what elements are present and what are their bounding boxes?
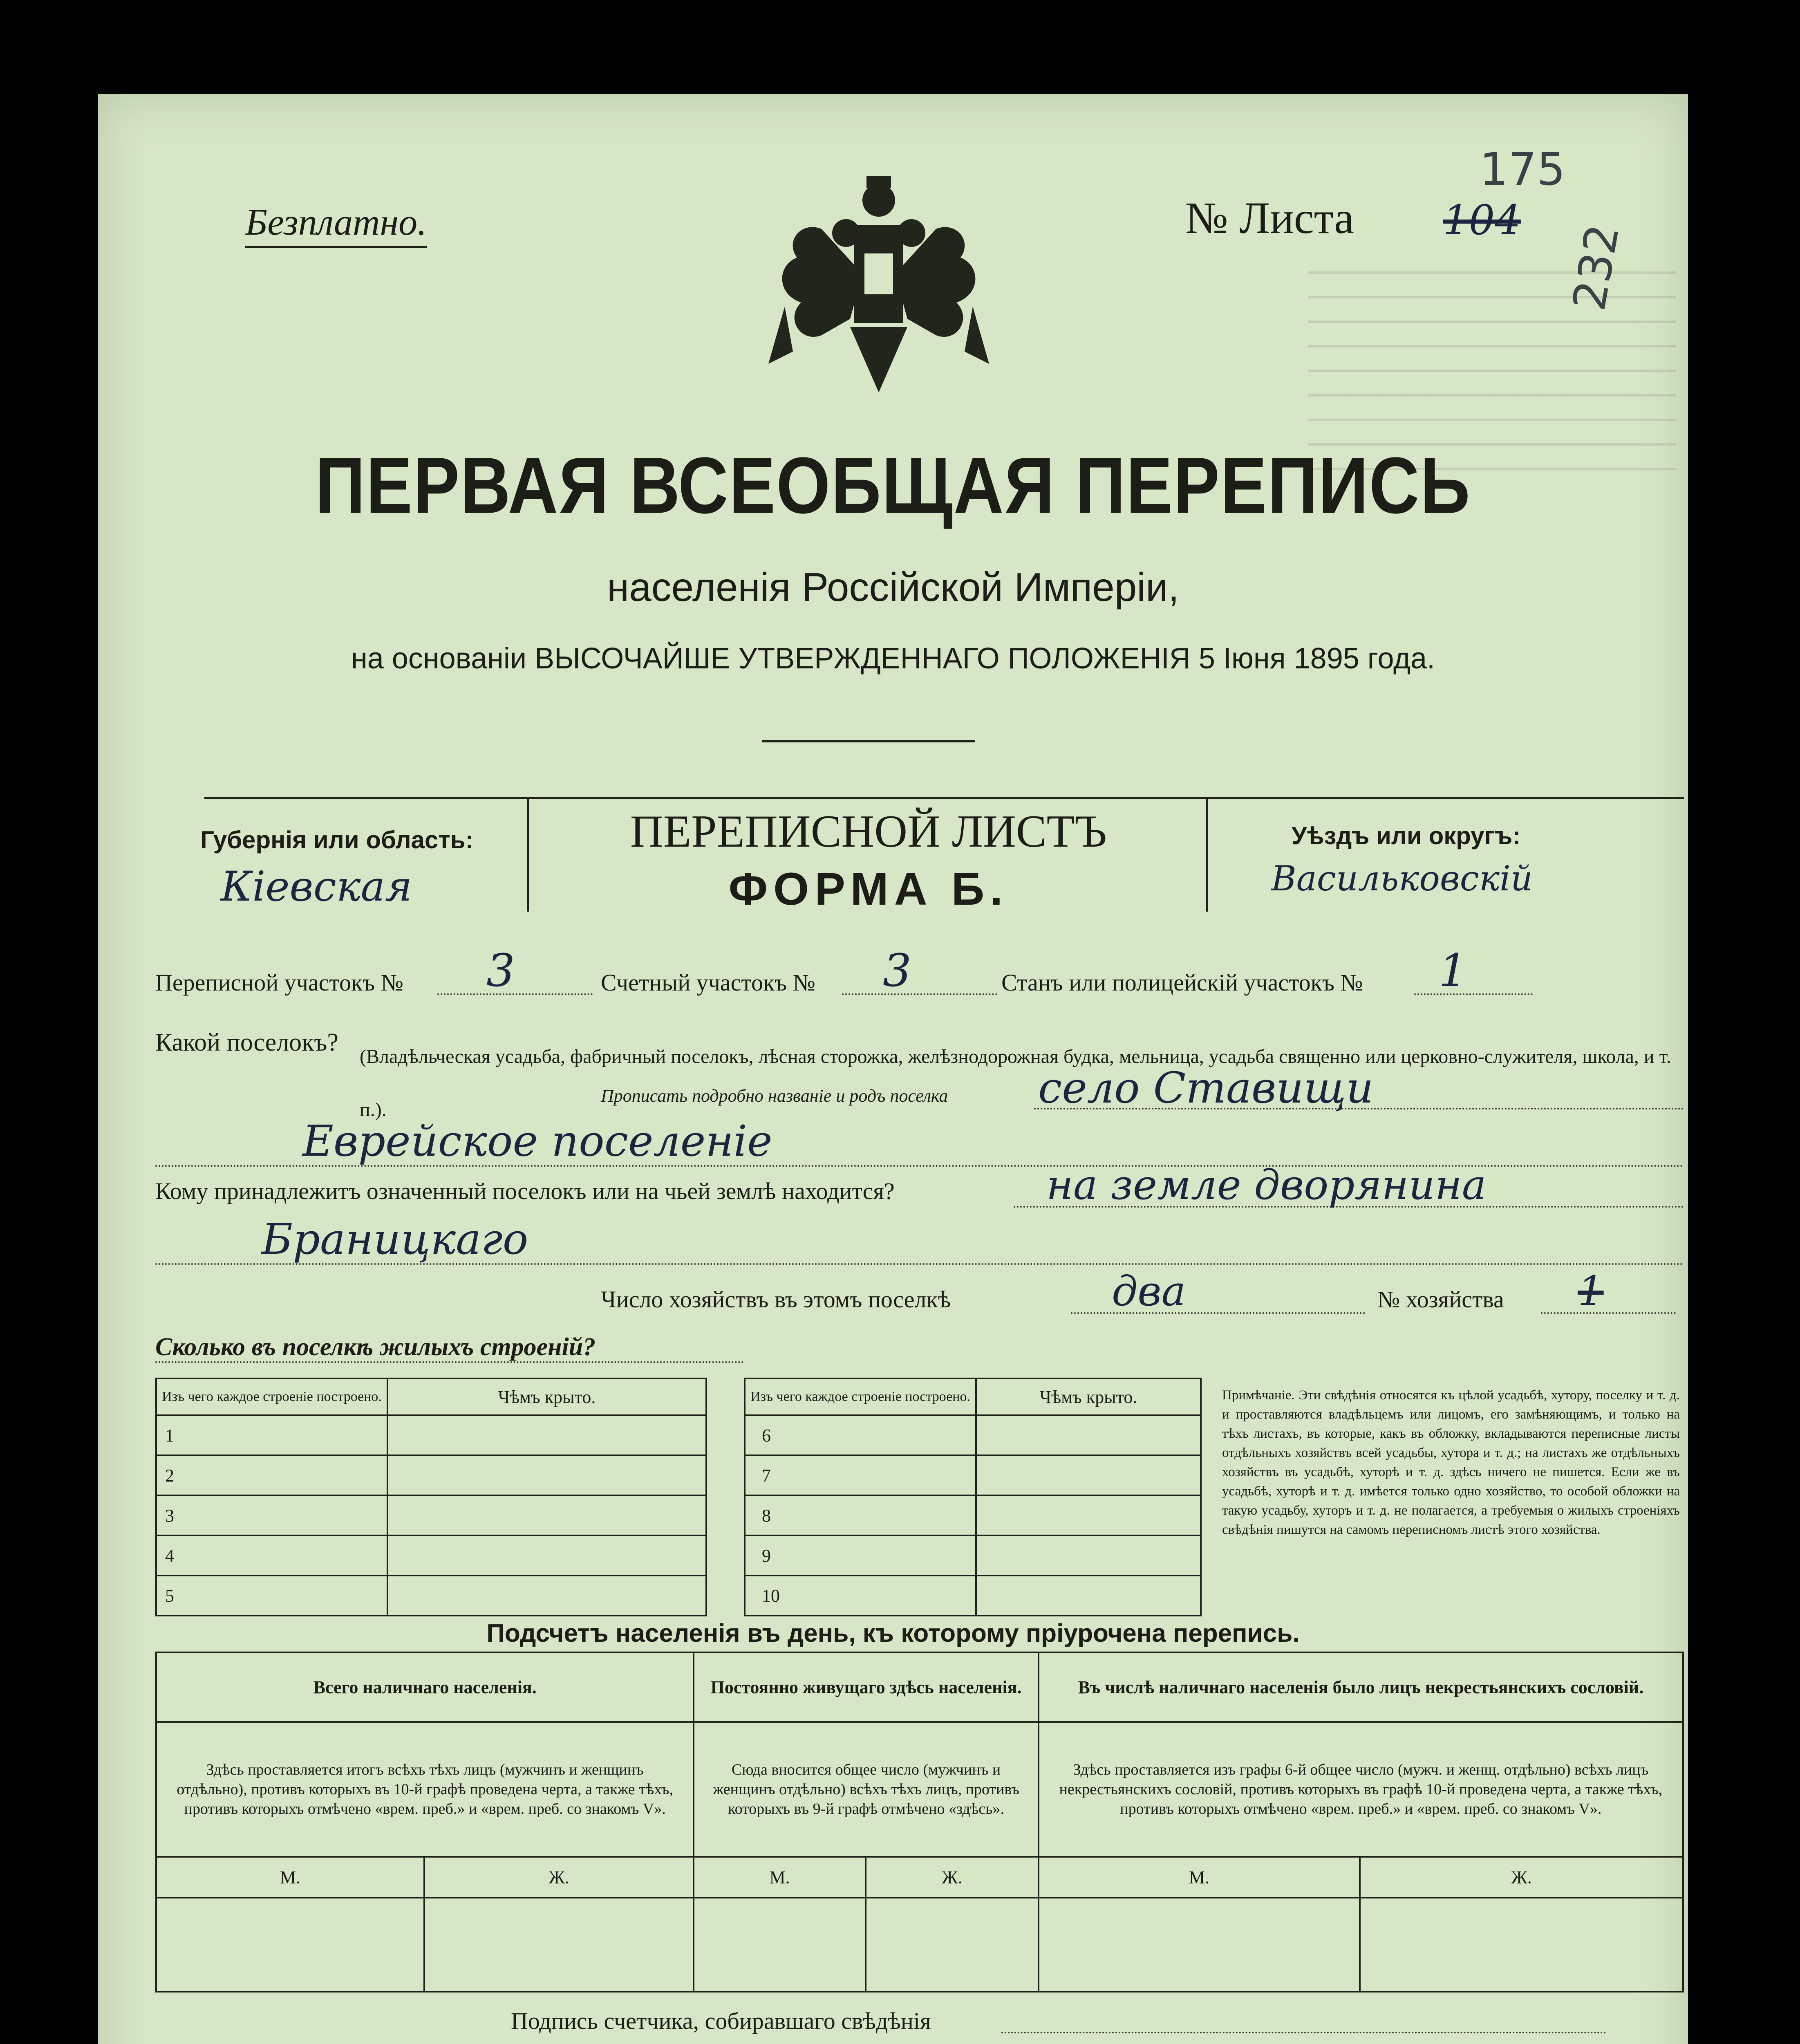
census-district-label: Переписной участокъ №: [155, 969, 404, 996]
building-row-number: 8: [745, 1495, 976, 1535]
building-row-number: 2: [156, 1455, 387, 1495]
non-peasant-instructions: Здѣсь проставляется изъ графы 6-й общее число (мужч. и женщ. отдѣльно) всѣхъ лицъ некрестьянскихъ сословій, противъ которыхъ въ графѣ 10-й проведена черта, а также тѣхъ, противъ которыхъ отмѣчено «врем. преб.» и «врем. преб. со знакомъ V».: [1039, 1722, 1683, 1857]
signature-label: Подпись счетчика, собиравшаго свѣдѣнія: [511, 2008, 931, 2034]
households-label: Число хозяйствъ въ этомъ поселкѣ: [601, 1286, 951, 1313]
total-population-header: Всего наличнаго населенія.: [156, 1652, 694, 1722]
uezd-value: Васильковскій: [1271, 858, 1533, 899]
counting-district-value: 3: [883, 944, 911, 997]
household-no-value: 1: [1578, 1267, 1604, 1315]
settlement-label: Какой поселокъ?: [155, 1029, 338, 1056]
settlement-value-1: село Ставищи: [1038, 1063, 1374, 1113]
owner-value-1: на земле дворянина: [1046, 1161, 1487, 1209]
guberniya-value: Кіевская: [221, 863, 412, 910]
permanent-male-cell[interactable]: [694, 1898, 866, 1992]
households-value: два: [1112, 1267, 1186, 1315]
permanent-population-instructions: Сюда вносится общее число (мужчинъ и женщинъ отдѣльно) всѣхъ тѣхъ лицъ, противъ которыхъ въ 9-й графѣ отмѣчено «здѣсь».: [694, 1722, 1038, 1857]
form-header-right-divider: [1206, 797, 1208, 912]
building-row-number: 3: [156, 1495, 387, 1535]
census-subtitle: населенія Россійской Имперіи,: [607, 565, 1179, 610]
building-row-number: 1: [156, 1415, 387, 1455]
sheet-number-value: 104: [1443, 196, 1521, 244]
buildings-note: Примѣчаніе. Эти свѣдѣнія относятся къ цѣлой усадьбѣ, хутору, поселку и т. д. и проставляются владѣльцемъ или лицомъ, его замѣняющимъ, и только на тѣхъ листахъ, въ которые, какъ въ обложку, вкладываются переписные листы отдѣльныхъ хозяйствъ всей усадьбы, хутора и т. д.; на листахъ же отдѣльныхъ хозяйствъ въ усадьбѣ, хуторѣ и т. д. здѣсь ничего не пишется. Если же въ усадьбѣ, хуторѣ и т. д. имѣется только одно хозяйство, то особой обложки на такую усадьбу, хуторъ и т. д. не полагается, а требуемыя о жилыхъ строеніяхъ свѣдѣнія пишутся на самомъ переписномъ листѣ этого хозяйства.: [1222, 1388, 1680, 1537]
free-label: Безплатно.: [245, 200, 427, 248]
building-roof-cell[interactable]: [976, 1576, 1201, 1616]
female-header: Ж.: [866, 1857, 1039, 1898]
col-roof-header: Чѣмъ крыто.: [976, 1378, 1201, 1415]
col-roof-header: Чѣмъ крыто.: [387, 1378, 706, 1415]
population-table: [155, 1652, 1684, 1992]
building-roof-cell[interactable]: [976, 1495, 1201, 1535]
non-peasant-header: Въ числѣ наличнаго населенія было лицъ некрестьянскихъ сословій.: [1039, 1652, 1683, 1722]
female-header: Ж.: [424, 1857, 694, 1898]
archive-number-side: 232: [1563, 220, 1630, 314]
total-population-instructions: Здѣсь проставляется итогъ всѣхъ тѣхъ лицъ (мужчинъ и женщинъ отдѣльно), противъ которыхъ въ 10-й графѣ проведена черта, а также тѣхъ, противъ которыхъ отмѣчено «врем. преб.» и «врем. преб. со знакомъ V».: [156, 1722, 694, 1857]
counting-district-label: Счетный участокъ №: [601, 969, 815, 996]
form-header-left-divider: [527, 797, 529, 912]
building-row-number: 4: [156, 1535, 387, 1576]
building-roof-cell[interactable]: [387, 1576, 706, 1616]
census-district-value: 3: [486, 944, 515, 997]
building-roof-cell[interactable]: [976, 1415, 1201, 1455]
total-female-cell[interactable]: [424, 1898, 694, 1992]
signature-line: [1001, 2032, 1606, 2033]
sheet-number-label: № Листа: [1185, 193, 1354, 243]
stan-label: Станъ или полицейскій участокъ №: [1001, 969, 1363, 996]
settlement-hint: (Владѣльческая усадьба, фабричный поселокъ, лѣсная сторожка, желѣзнодорожная будка, мельница, усадьба священно или церковно-служителя, школа, и т. п.).: [360, 1046, 1671, 1121]
double-headed-eagle-icon: [760, 172, 997, 401]
owner-value-2: Браницкаго: [262, 1214, 528, 1264]
owner-label: Кому принадлежитъ означенный поселокъ или на чьей землѣ находится?: [155, 1178, 895, 1204]
form-name: ФОРМА Б.: [728, 863, 1009, 914]
total-male-cell[interactable]: [156, 1898, 424, 1992]
buildings-label: Сколько въ поселкѣ жилыхъ строеній?: [155, 1333, 596, 1361]
buildings-table-right: [744, 1378, 1202, 1616]
building-roof-cell[interactable]: [387, 1495, 706, 1535]
male-header: М.: [156, 1857, 424, 1898]
building-row-number: 9: [745, 1535, 976, 1576]
census-sheet: [98, 94, 1688, 2044]
female-header: Ж.: [1360, 1857, 1683, 1898]
settlement-value-2: Еврейское поселеніе: [302, 1116, 772, 1166]
building-roof-cell[interactable]: [387, 1455, 706, 1495]
building-roof-cell[interactable]: [387, 1535, 706, 1576]
census-basis: на основаніи ВЫСОЧАЙШЕ УТВЕРЖДЕННАГО ПОЛОЖЕНІЯ 5 Іюня 1895 года.: [351, 642, 1435, 675]
building-row-number: 6: [745, 1415, 976, 1455]
permanent-population-header: Постоянно живущаго здѣсь населенія.: [694, 1652, 1038, 1722]
census-district-line: [437, 993, 593, 995]
building-row-number: 5: [156, 1576, 387, 1616]
buildings-line: [155, 1361, 744, 1363]
household-no-label: № хозяйства: [1377, 1286, 1504, 1313]
col-material-header: Изъ чего каждое строеніе построено.: [745, 1378, 976, 1415]
col-material-header: Изъ чего каждое строеніе построено.: [156, 1378, 387, 1415]
building-roof-cell[interactable]: [976, 1455, 1201, 1495]
non-peasant-female-cell[interactable]: [1360, 1898, 1683, 1992]
stan-value: 1: [1439, 944, 1467, 997]
building-row-number: 10: [745, 1576, 976, 1616]
population-heading: Подсчетъ населенія въ день, къ которому пріурочена перепись.: [486, 1619, 1300, 1647]
male-header: М.: [694, 1857, 866, 1898]
building-roof-cell[interactable]: [387, 1415, 706, 1455]
building-roof-cell[interactable]: [976, 1535, 1201, 1576]
non-peasant-male-cell[interactable]: [1039, 1898, 1360, 1992]
title-divider: [762, 740, 975, 742]
permanent-female-cell[interactable]: [866, 1898, 1039, 1992]
counting-district-line: [842, 993, 997, 995]
male-header: М.: [1039, 1857, 1360, 1898]
uezd-label: Уѣздъ или округъ:: [1292, 822, 1521, 849]
census-main-title: ПЕРВАЯ ВСЕОБЩАЯ ПЕРЕПИСЬ: [315, 441, 1471, 531]
buildings-table-left: [155, 1378, 707, 1616]
building-row-number: 7: [745, 1455, 976, 1495]
guberniya-label: Губернія или область:: [200, 826, 474, 854]
census-sheet-title: ПЕРЕПИСНОЙ ЛИСТЪ: [630, 806, 1107, 857]
form-header-top-rule: [204, 797, 1684, 799]
settlement-instruction: Прописать подробно названіе и родъ поселка: [601, 1085, 951, 1106]
archive-number-top: 175: [1480, 143, 1565, 195]
household-no-line: [1541, 1312, 1676, 1314]
stan-line: [1414, 993, 1533, 995]
